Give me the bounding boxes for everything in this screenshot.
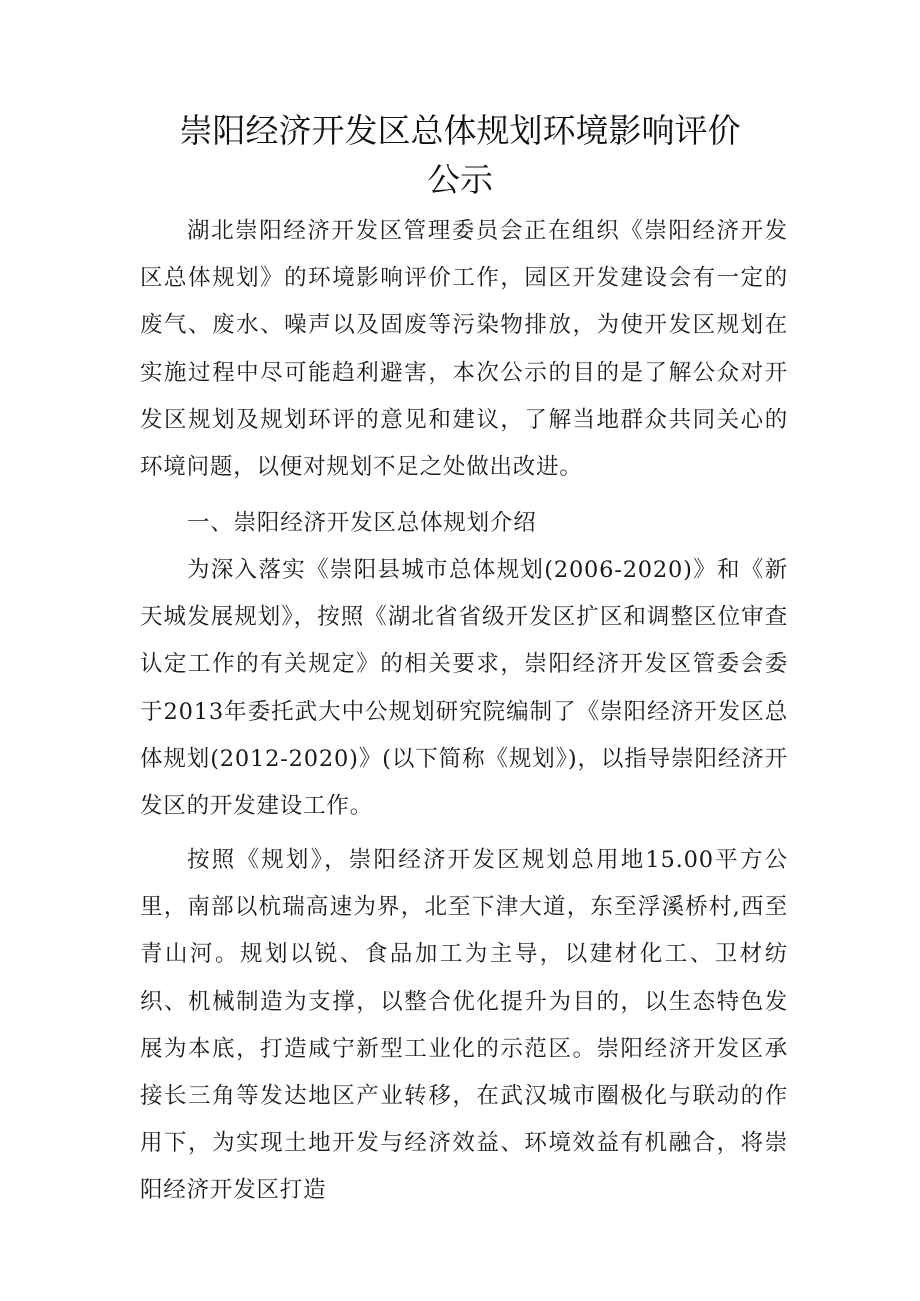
document-title: 崇阳经济开发区总体规划环境影响评价	[179, 111, 741, 150]
intro-paragraph: 湖北崇阳经济开发区管理委员会正在组织《崇阳经济开发区总体规划》的环境影响评价工作，园区开发建设会有一定的废气、废水、噪声以及固废等污染物排放，为使开发区规划在实施过程中尽可能趋利避害，本次公示的目的是了解公众对开发区规划及规划环评的意见和建议，了解当地群众共同关心的环境问题，以便对规划不足之处做出改进。	[140, 218, 788, 481]
section-heading: 一、崇阳经济开发区总体规划介绍	[187, 510, 537, 536]
document-title-suffix: 公示	[427, 160, 493, 199]
plan-scope-paragraph: 按照《规划》，崇阳经济开发区规划总用地15.00平方公里，南部以杭瑞高速为界，北至下津大道，东至浮溪桥村,西至青山河。规划以锐、食品加工为主导，以建材化工、卫材纺织、机械制造为支撑，以整合优化提升为目的，以生态特色发展为本底，打造咸宁新型工业化的示范区。崇阳经济开发区承接长三角等发达地区产业转移，在武汉城市圈极化与联动的作用下，为实现土地开发与经济效益、环境效益有机融合，将崇阳经济开发区打造	[140, 847, 788, 1204]
plan-background-paragraph: 为深入落实《崇阳县城市总体规划(2006-2020)》和《新天城发展规划》，按照《湖北省省级开发区扩区和调整区位审查认定工作的有关规定》的相关要求，崇阳经济开发区管委会委于2013年委托武大中公规划研究院编制了《崇阳经济开发区总体规划(2012-2020)》(以下简称《规划》)，以指导崇阳经济开发区的开发建设工作。	[140, 557, 788, 820]
